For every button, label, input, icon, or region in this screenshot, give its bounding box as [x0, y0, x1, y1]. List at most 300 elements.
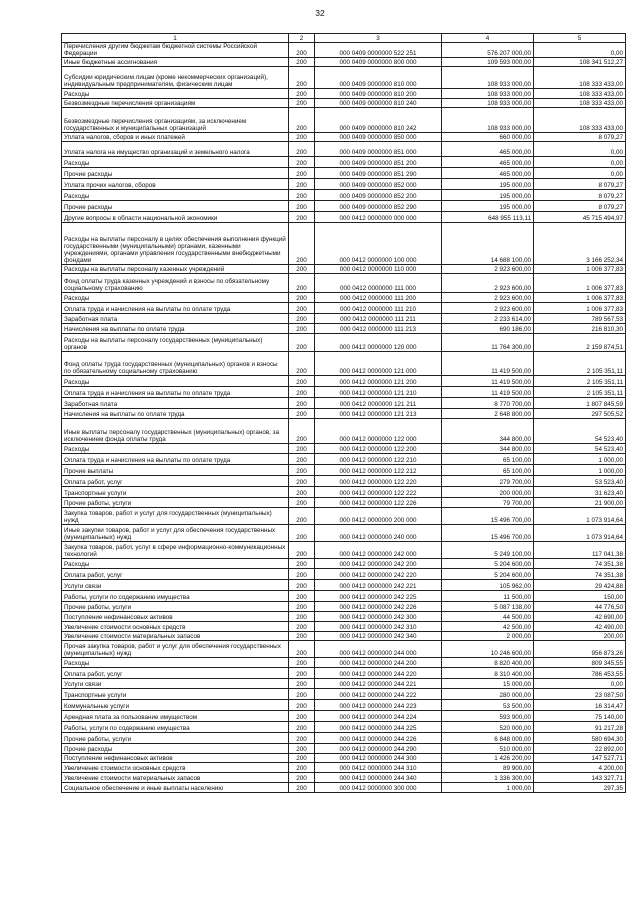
- table-row: [62, 133, 626, 142]
- row-name-cell: Услуги связи: [62, 580, 289, 591]
- row-fact-cell: 54 523,40: [534, 444, 626, 454]
- table-row: [62, 398, 626, 409]
- table-row: [62, 334, 626, 352]
- row-kbk-cell: 000 0412 0000000 111 210: [315, 303, 442, 314]
- row-kbk-cell: 000 0412 0000000 240 000: [315, 525, 442, 542]
- row-name-cell: Фонд оплаты труда государственных (муниципальных) органов и взносы по обязательному социальному страхованию: [62, 352, 289, 376]
- row-kbk-cell: 000 0412 0000000 121 200: [315, 376, 442, 387]
- row-plan-cell: 344 800,00: [442, 419, 534, 444]
- row-plan-cell: 5 204 600,00: [442, 569, 534, 580]
- row-name-cell: Расходы: [62, 376, 289, 387]
- row-kbk-cell: 000 0412 0000000 121 210: [315, 387, 442, 398]
- row-code-cell: 200: [289, 179, 315, 190]
- row-plan-cell: 8 770 700,00: [442, 398, 534, 409]
- budget-table: [61, 33, 626, 793]
- table-row: [62, 99, 626, 108]
- row-name-cell: Транспортные услуги: [62, 689, 289, 700]
- row-plan-cell: 344 800,00: [442, 444, 534, 454]
- row-code-cell: 200: [289, 754, 315, 763]
- row-fact-cell: 297,35: [534, 783, 626, 793]
- row-code-cell: 200: [289, 274, 315, 293]
- table-row: [62, 376, 626, 387]
- table-row: [62, 744, 626, 754]
- row-code-cell: 200: [289, 722, 315, 733]
- row-plan-cell: 195 000,00: [442, 179, 534, 190]
- row-plan-cell: 42 500,00: [442, 622, 534, 632]
- row-fact-cell: 23 087,50: [534, 689, 626, 700]
- row-name-cell: Иные выплаты персоналу государственных (муниципальных) органов, за исключением фонда оплаты труда: [62, 419, 289, 444]
- row-plan-cell: 195 000,00: [442, 201, 534, 212]
- row-plan-cell: 15 496 700,00: [442, 508, 534, 525]
- row-name-cell: Расходы: [62, 157, 289, 168]
- row-code-cell: 200: [289, 212, 315, 223]
- row-fact-cell: 1 073 914,64: [534, 508, 626, 525]
- row-name-cell: Закупка товаров, работ и услуг для государственных (муниципальных) нужд: [62, 508, 289, 525]
- row-fact-cell: 0,00: [534, 679, 626, 689]
- row-fact-cell: 108 333 433,00: [534, 67, 626, 89]
- row-code-cell: 200: [289, 303, 315, 314]
- row-name-cell: Закупка товаров, работ, услуг в сфере информационно-коммуникационных технологий: [62, 542, 289, 559]
- row-kbk-cell: 000 0412 0000000 242 340: [315, 632, 442, 641]
- row-name-cell: Прочие расходы: [62, 168, 289, 179]
- row-kbk-cell: 000 0412 0000000 244 340: [315, 773, 442, 783]
- table-row: [62, 559, 626, 569]
- row-kbk-cell: 000 0412 0000000 244 225: [315, 722, 442, 733]
- table-row: [62, 733, 626, 744]
- row-fact-cell: 108 333 433,00: [534, 99, 626, 108]
- row-kbk-cell: 000 0412 0000000 242 221: [315, 580, 442, 591]
- row-fact-cell: 200,00: [534, 632, 626, 641]
- row-code-cell: 200: [289, 108, 315, 133]
- row-plan-cell: 1 336 300,00: [442, 773, 534, 783]
- row-kbk-cell: 000 0412 0000000 244 221: [315, 679, 442, 689]
- row-name-cell: Безвозмездные перечисления организациям, за исключением государственных и муниципальных организаций: [62, 108, 289, 133]
- row-kbk-cell: 000 0412 0000000 242 200: [315, 559, 442, 569]
- row-fact-cell: 1 006 377,83: [534, 293, 626, 303]
- row-fact-cell: 44 776,50: [534, 602, 626, 612]
- row-code-cell: 200: [289, 773, 315, 783]
- row-name-cell: Работы, услуги по содержанию имущества: [62, 722, 289, 733]
- row-kbk-cell: 000 0412 0000000 121 211: [315, 398, 442, 409]
- row-code-cell: 200: [289, 398, 315, 409]
- row-plan-cell: 279 700,00: [442, 476, 534, 487]
- header-col-2: 2: [289, 34, 315, 43]
- row-kbk-cell: 000 0412 0000000 244 222: [315, 689, 442, 700]
- row-plan-cell: 44 500,00: [442, 612, 534, 622]
- row-code-cell: 200: [289, 763, 315, 773]
- row-kbk-cell: 000 0409 0000000 810 200: [315, 89, 442, 99]
- row-plan-cell: 108 933 000,00: [442, 89, 534, 99]
- table-header-row: [62, 34, 626, 43]
- row-kbk-cell: 000 0412 0000000 111 211: [315, 314, 442, 324]
- row-fact-cell: 2 105 351,11: [534, 352, 626, 376]
- row-kbk-cell: 000 0412 0000000 242 225: [315, 591, 442, 602]
- table-row: [62, 632, 626, 641]
- row-kbk-cell: 000 0409 0000000 851 290: [315, 168, 442, 179]
- row-plan-cell: 520 000,00: [442, 722, 534, 733]
- row-code-cell: 200: [289, 622, 315, 632]
- row-kbk-cell: 000 0412 0000000 244 224: [315, 711, 442, 722]
- row-code-cell: 200: [289, 542, 315, 559]
- row-name-cell: Оплата труда и начисления на выплаты по оплате труда: [62, 387, 289, 398]
- row-name-cell: Увеличение стоимости материальных запасов: [62, 773, 289, 783]
- row-plan-cell: 11 419 500,00: [442, 376, 534, 387]
- row-name-cell: Расходы: [62, 190, 289, 201]
- table-row: [62, 622, 626, 632]
- row-kbk-cell: 000 0412 0000000 121 213: [315, 409, 442, 419]
- row-name-cell: Коммунальные услуги: [62, 700, 289, 711]
- table-row: [62, 212, 626, 223]
- row-plan-cell: 6 848 000,00: [442, 733, 534, 744]
- row-fact-cell: 4 200,00: [534, 763, 626, 773]
- row-code-cell: 200: [289, 293, 315, 303]
- row-name-cell: Социальное обеспечение и иные выплаты населению: [62, 783, 289, 793]
- row-plan-cell: 11 500,00: [442, 591, 534, 602]
- row-kbk-cell: 000 0412 0000000 242 300: [315, 612, 442, 622]
- table-row: [62, 700, 626, 711]
- row-name-cell: Расходы: [62, 293, 289, 303]
- row-plan-cell: 2 923 600,00: [442, 265, 534, 274]
- table-row: [62, 612, 626, 622]
- row-code-cell: 200: [289, 157, 315, 168]
- row-fact-cell: 809 345,55: [534, 658, 626, 668]
- row-kbk-cell: 000 0412 0000000 100 000: [315, 223, 442, 265]
- row-fact-cell: 108 333 433,00: [534, 108, 626, 133]
- row-kbk-cell: 000 0412 0000000 244 300: [315, 754, 442, 763]
- header-col-4: 4: [442, 34, 534, 43]
- row-code-cell: 200: [289, 67, 315, 89]
- row-fact-cell: 143 327,71: [534, 773, 626, 783]
- table-row: [62, 783, 626, 793]
- row-code-cell: 200: [289, 419, 315, 444]
- table-row: [62, 168, 626, 179]
- row-name-cell: Транспортные услуги: [62, 487, 289, 498]
- row-fact-cell: 0,00: [534, 157, 626, 168]
- table-row: [62, 409, 626, 419]
- row-code-cell: 200: [289, 658, 315, 668]
- row-code-cell: 200: [289, 376, 315, 387]
- row-name-cell: Начисления на выплаты по оплате труда: [62, 409, 289, 419]
- row-name-cell: Прочие выплаты: [62, 465, 289, 476]
- row-name-cell: Иные закупки товаров, работ и услуг для обеспечения государственных (муниципальных) нужд: [62, 525, 289, 542]
- row-plan-cell: 1 000,00: [442, 783, 534, 793]
- row-fact-cell: 0,00: [534, 168, 626, 179]
- row-kbk-cell: 000 0412 0000000 122 212: [315, 465, 442, 476]
- row-plan-cell: 79 700,00: [442, 498, 534, 508]
- row-name-cell: Оплата работ, услуг: [62, 476, 289, 487]
- row-kbk-cell: 000 0412 0000000 300 000: [315, 783, 442, 793]
- row-code-cell: 200: [289, 641, 315, 658]
- row-plan-cell: 14 688 100,00: [442, 223, 534, 265]
- row-name-cell: Поступление нефинансовых активов: [62, 612, 289, 622]
- row-kbk-cell: 000 0409 0000000 852 000: [315, 179, 442, 190]
- row-kbk-cell: 000 0409 0000000 800 000: [315, 58, 442, 67]
- table-row: [62, 454, 626, 465]
- row-name-cell: Прочие работы, услуги: [62, 733, 289, 744]
- row-kbk-cell: 000 0412 0000000 110 000: [315, 265, 442, 274]
- row-code-cell: 200: [289, 612, 315, 622]
- row-kbk-cell: 000 0409 0000000 522 251: [315, 43, 442, 58]
- row-fact-cell: 8 079,27: [534, 179, 626, 190]
- row-name-cell: Перечисления другим бюджетам бюджетной системы Российской Федерации: [62, 43, 289, 58]
- row-code-cell: 200: [289, 58, 315, 67]
- row-plan-cell: 465 000,00: [442, 168, 534, 179]
- row-fact-cell: 21 900,00: [534, 498, 626, 508]
- row-plan-cell: 8 820 400,00: [442, 658, 534, 668]
- row-plan-cell: 2 923 600,00: [442, 303, 534, 314]
- row-plan-cell: 11 419 500,00: [442, 387, 534, 398]
- row-name-cell: Уплата прочих налогов, сборов: [62, 179, 289, 190]
- row-kbk-cell: 000 0409 0000000 810 242: [315, 108, 442, 133]
- table-row: [62, 508, 626, 525]
- table-row: [62, 303, 626, 314]
- table-row: [62, 324, 626, 334]
- row-fact-cell: 74 351,38: [534, 559, 626, 569]
- row-plan-cell: 2 923 600,00: [442, 274, 534, 293]
- row-code-cell: 200: [289, 142, 315, 157]
- row-fact-cell: 42 490,00: [534, 622, 626, 632]
- table-row: [62, 658, 626, 668]
- row-plan-cell: 660 000,00: [442, 133, 534, 142]
- table-row: [62, 108, 626, 133]
- row-name-cell: Иные бюджетные ассигнования: [62, 58, 289, 67]
- row-kbk-cell: 000 0412 0000000 244 226: [315, 733, 442, 744]
- table-row: [62, 274, 626, 293]
- table-row: [62, 190, 626, 201]
- row-fact-cell: 789 567,53: [534, 314, 626, 324]
- row-name-cell: Начисления на выплаты по оплате труда: [62, 324, 289, 334]
- row-name-cell: Оплата труда и начисления на выплаты по оплате труда: [62, 303, 289, 314]
- row-fact-cell: 216 810,30: [534, 324, 626, 334]
- page-number: 32: [315, 8, 325, 18]
- row-fact-cell: 117 041,38: [534, 542, 626, 559]
- row-name-cell: Уплата налогов, сборов и иных платежей: [62, 133, 289, 142]
- row-fact-cell: 297 505,52: [534, 409, 626, 419]
- table-row: [62, 314, 626, 324]
- row-name-cell: Поступление нефинансовых активов: [62, 754, 289, 763]
- row-plan-cell: 65 100,00: [442, 465, 534, 476]
- row-name-cell: Расходы на выплаты персоналу казенных учреждений: [62, 265, 289, 274]
- table-row: [62, 689, 626, 700]
- row-fact-cell: 8 079,27: [534, 190, 626, 201]
- row-code-cell: 200: [289, 190, 315, 201]
- row-code-cell: 200: [289, 689, 315, 700]
- row-plan-cell: 200 000,00: [442, 487, 534, 498]
- row-fact-cell: 1 807 845,59: [534, 398, 626, 409]
- row-plan-cell: 2 923 600,00: [442, 293, 534, 303]
- row-code-cell: 200: [289, 334, 315, 352]
- row-fact-cell: 8 079,27: [534, 133, 626, 142]
- row-code-cell: 200: [289, 352, 315, 376]
- row-fact-cell: 147 527,71: [534, 754, 626, 763]
- row-fact-cell: 0,00: [534, 142, 626, 157]
- row-kbk-cell: 000 0412 0000000 122 226: [315, 498, 442, 508]
- row-fact-cell: 31 623,40: [534, 487, 626, 498]
- row-name-cell: Расходы: [62, 658, 289, 668]
- table-row: [62, 142, 626, 157]
- row-kbk-cell: 000 0412 0000000 244 000: [315, 641, 442, 658]
- row-plan-cell: 5 249 100,00: [442, 542, 534, 559]
- row-plan-cell: 108 933 000,00: [442, 108, 534, 133]
- row-fact-cell: 786 453,55: [534, 668, 626, 679]
- row-fact-cell: 8 079,27: [534, 201, 626, 212]
- row-code-cell: 200: [289, 525, 315, 542]
- table-row: [62, 668, 626, 679]
- row-name-cell: Прочие расходы: [62, 744, 289, 754]
- row-code-cell: 200: [289, 133, 315, 142]
- row-name-cell: Работы, услуги по содержанию имущества: [62, 591, 289, 602]
- row-plan-cell: 2 648 800,00: [442, 409, 534, 419]
- row-code-cell: 200: [289, 559, 315, 569]
- row-code-cell: 200: [289, 591, 315, 602]
- row-plan-cell: 593 900,00: [442, 711, 534, 722]
- row-fact-cell: 16 314,47: [534, 700, 626, 711]
- header-col-5: 5: [534, 34, 626, 43]
- table-row: [62, 487, 626, 498]
- row-fact-cell: 29 424,88: [534, 580, 626, 591]
- row-plan-cell: 10 246 600,00: [442, 641, 534, 658]
- row-kbk-cell: 000 0412 0000000 122 222: [315, 487, 442, 498]
- table-row: [62, 179, 626, 190]
- row-plan-cell: 648 955 113,11: [442, 212, 534, 223]
- row-kbk-cell: 000 0412 0000000 242 000: [315, 542, 442, 559]
- row-name-cell: Фонд оплаты труда казенных учреждений и взносы по обязательному социальному страхованию: [62, 274, 289, 293]
- row-name-cell: Заработная плата: [62, 314, 289, 324]
- row-name-cell: Уплата налога на имущество организаций и земельного налога: [62, 142, 289, 157]
- row-code-cell: 200: [289, 733, 315, 744]
- row-kbk-cell: 000 0412 0000000 122 000: [315, 419, 442, 444]
- row-kbk-cell: 000 0412 0000000 242 220: [315, 569, 442, 580]
- row-code-cell: 200: [289, 476, 315, 487]
- row-code-cell: 200: [289, 700, 315, 711]
- row-code-cell: 200: [289, 99, 315, 108]
- row-fact-cell: 150,00: [534, 591, 626, 602]
- row-kbk-cell: 000 0412 0000000 122 210: [315, 454, 442, 465]
- row-fact-cell: 1 000,00: [534, 465, 626, 476]
- row-plan-cell: 11 419 500,00: [442, 352, 534, 376]
- row-kbk-cell: 000 0412 0000000 122 200: [315, 444, 442, 454]
- row-code-cell: 200: [289, 454, 315, 465]
- table-row: [62, 352, 626, 376]
- row-kbk-cell: 000 0412 0000000 120 000: [315, 334, 442, 352]
- row-name-cell: Прочие расходы: [62, 201, 289, 212]
- row-kbk-cell: 000 0412 0000000 244 200: [315, 658, 442, 668]
- table-row: [62, 201, 626, 212]
- row-plan-cell: 690 186,00: [442, 324, 534, 334]
- row-code-cell: 200: [289, 632, 315, 641]
- row-name-cell: Расходы: [62, 559, 289, 569]
- table-row: [62, 773, 626, 783]
- row-name-cell: Другие вопросы в области национальной экономики: [62, 212, 289, 223]
- row-name-cell: Оплата труда и начисления на выплаты по оплате труда: [62, 454, 289, 465]
- row-fact-cell: 22 892,00: [534, 744, 626, 754]
- row-plan-cell: 1 426 200,00: [442, 754, 534, 763]
- table-row: [62, 223, 626, 265]
- row-plan-cell: 8 310 400,00: [442, 668, 534, 679]
- row-code-cell: 200: [289, 679, 315, 689]
- row-kbk-cell: 000 0412 0000000 122 220: [315, 476, 442, 487]
- table-row: [62, 722, 626, 733]
- row-name-cell: Безвозмездные перечисления организациям: [62, 99, 289, 108]
- table-row: [62, 293, 626, 303]
- row-name-cell: Оплата работ, услуг: [62, 569, 289, 580]
- table-row: [62, 43, 626, 58]
- row-kbk-cell: 000 0409 0000000 851 200: [315, 157, 442, 168]
- row-fact-cell: 1 073 914,64: [534, 525, 626, 542]
- row-plan-cell: 11 764 300,00: [442, 334, 534, 352]
- table-row: [62, 265, 626, 274]
- row-name-cell: Прочие работы, услуги: [62, 498, 289, 508]
- row-kbk-cell: 000 0409 0000000 852 290: [315, 201, 442, 212]
- table-row: [62, 542, 626, 559]
- row-name-cell: Расходы: [62, 89, 289, 99]
- row-fact-cell: 91 217,28: [534, 722, 626, 733]
- row-code-cell: 200: [289, 387, 315, 398]
- table-row: [62, 580, 626, 591]
- row-code-cell: 200: [289, 409, 315, 419]
- table-row: [62, 58, 626, 67]
- row-fact-cell: 2 105 351,11: [534, 387, 626, 398]
- row-kbk-cell: 000 0409 0000000 850 000: [315, 133, 442, 142]
- row-plan-cell: 109 593 000,00: [442, 58, 534, 67]
- row-code-cell: 200: [289, 498, 315, 508]
- row-name-cell: Расходы на выплаты персоналу государственных (муниципальных) органов: [62, 334, 289, 352]
- row-name-cell: Прочие работы, услуги: [62, 602, 289, 612]
- table-row: [62, 89, 626, 99]
- row-plan-cell: 280 000,00: [442, 689, 534, 700]
- row-name-cell: Увеличение стоимости основных средств: [62, 622, 289, 632]
- table-row: [62, 679, 626, 689]
- row-kbk-cell: 000 0412 0000000 244 310: [315, 763, 442, 773]
- row-code-cell: 200: [289, 324, 315, 334]
- row-code-cell: 200: [289, 744, 315, 754]
- table-row: [62, 591, 626, 602]
- row-kbk-cell: 000 0412 0000000 121 000: [315, 352, 442, 376]
- row-name-cell: Расходы на выплаты персоналу в целях обеспечения выполнения функций государственными (муниципальными) органами, казенными учреждениями, органами управления государственными внебюджетными фондами: [62, 223, 289, 265]
- row-code-cell: 200: [289, 43, 315, 58]
- table-row: [62, 711, 626, 722]
- row-fact-cell: 75 140,00: [534, 711, 626, 722]
- header-col-3: 3: [315, 34, 442, 43]
- table-row: [62, 387, 626, 398]
- row-name-cell: Заработная плата: [62, 398, 289, 409]
- row-code-cell: 200: [289, 223, 315, 265]
- row-code-cell: 200: [289, 602, 315, 612]
- table-row: [62, 157, 626, 168]
- table-row: [62, 419, 626, 444]
- table-row: [62, 569, 626, 580]
- row-kbk-cell: 000 0412 0000000 244 290: [315, 744, 442, 754]
- row-fact-cell: 580 694,30: [534, 733, 626, 744]
- row-plan-cell: 5 087 138,00: [442, 602, 534, 612]
- row-plan-cell: 195 000,00: [442, 190, 534, 201]
- row-fact-cell: 108 341 512,27: [534, 58, 626, 67]
- table-row: [62, 444, 626, 454]
- row-kbk-cell: 000 0412 0000000 244 223: [315, 700, 442, 711]
- row-fact-cell: 53 523,40: [534, 476, 626, 487]
- table-row: [62, 465, 626, 476]
- row-plan-cell: 89 900,00: [442, 763, 534, 773]
- row-plan-cell: 2 000,00: [442, 632, 534, 641]
- row-name-cell: Услуги связи: [62, 679, 289, 689]
- row-plan-cell: 5 204 600,00: [442, 559, 534, 569]
- row-plan-cell: 15 496 700,00: [442, 525, 534, 542]
- row-code-cell: 200: [289, 487, 315, 498]
- row-kbk-cell: 000 0409 0000000 810 240: [315, 99, 442, 108]
- row-code-cell: 200: [289, 508, 315, 525]
- row-plan-cell: 65 100,00: [442, 454, 534, 465]
- row-fact-cell: 3 166 252,34: [534, 223, 626, 265]
